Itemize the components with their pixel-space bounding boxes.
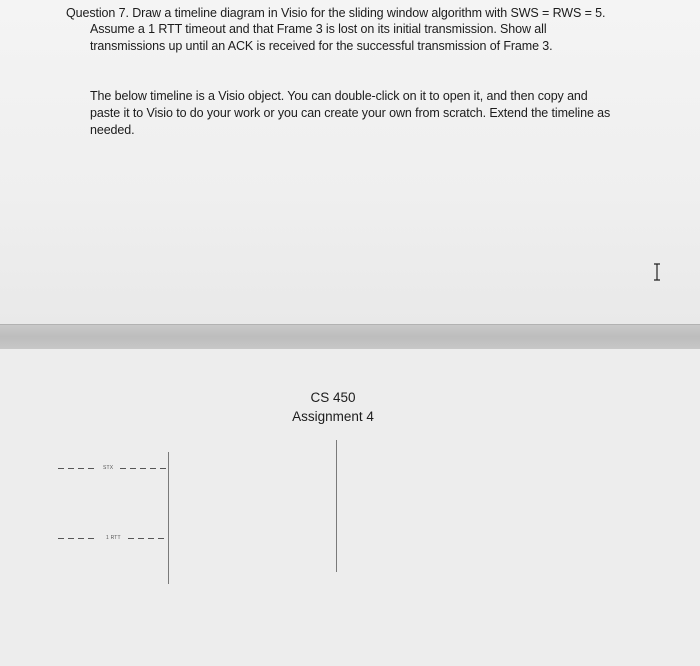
instruction-line-3: needed. xyxy=(90,123,135,137)
question-line-3: transmissions up until an ACK is received for the successful transmission of Frame 3. xyxy=(90,39,553,53)
rtt-dashed-line xyxy=(58,533,170,543)
rtt-label: 1 RTT xyxy=(106,535,121,541)
stx-dashed-line xyxy=(58,463,170,473)
assignment-label: Assignment 4 xyxy=(292,409,374,424)
instruction-line-1: The below timeline is a Visio object. You can double-click on it to open it, and then copy and xyxy=(90,89,588,103)
assignment-heading xyxy=(260,388,406,426)
page-break-divider xyxy=(0,324,700,350)
instruction-line-2: paste it to Visio to do your work or you can create your own from scratch. Extend the timeline as xyxy=(90,106,611,120)
receiver-timeline xyxy=(336,440,337,572)
text-cursor-icon xyxy=(652,262,662,282)
stx-label: STX xyxy=(103,465,114,471)
question-title: Question 7. Draw a timeline diagram in Visio for the sliding window algorithm with SWS = RWS = 5. xyxy=(66,6,606,20)
course-label: CS 450 xyxy=(310,390,356,405)
sender-timeline xyxy=(168,452,169,584)
document-page-top xyxy=(0,0,700,324)
question-line-2: Assume a 1 RTT timeout and that Frame 3 is lost on its initial transmission. Show all xyxy=(90,22,547,36)
